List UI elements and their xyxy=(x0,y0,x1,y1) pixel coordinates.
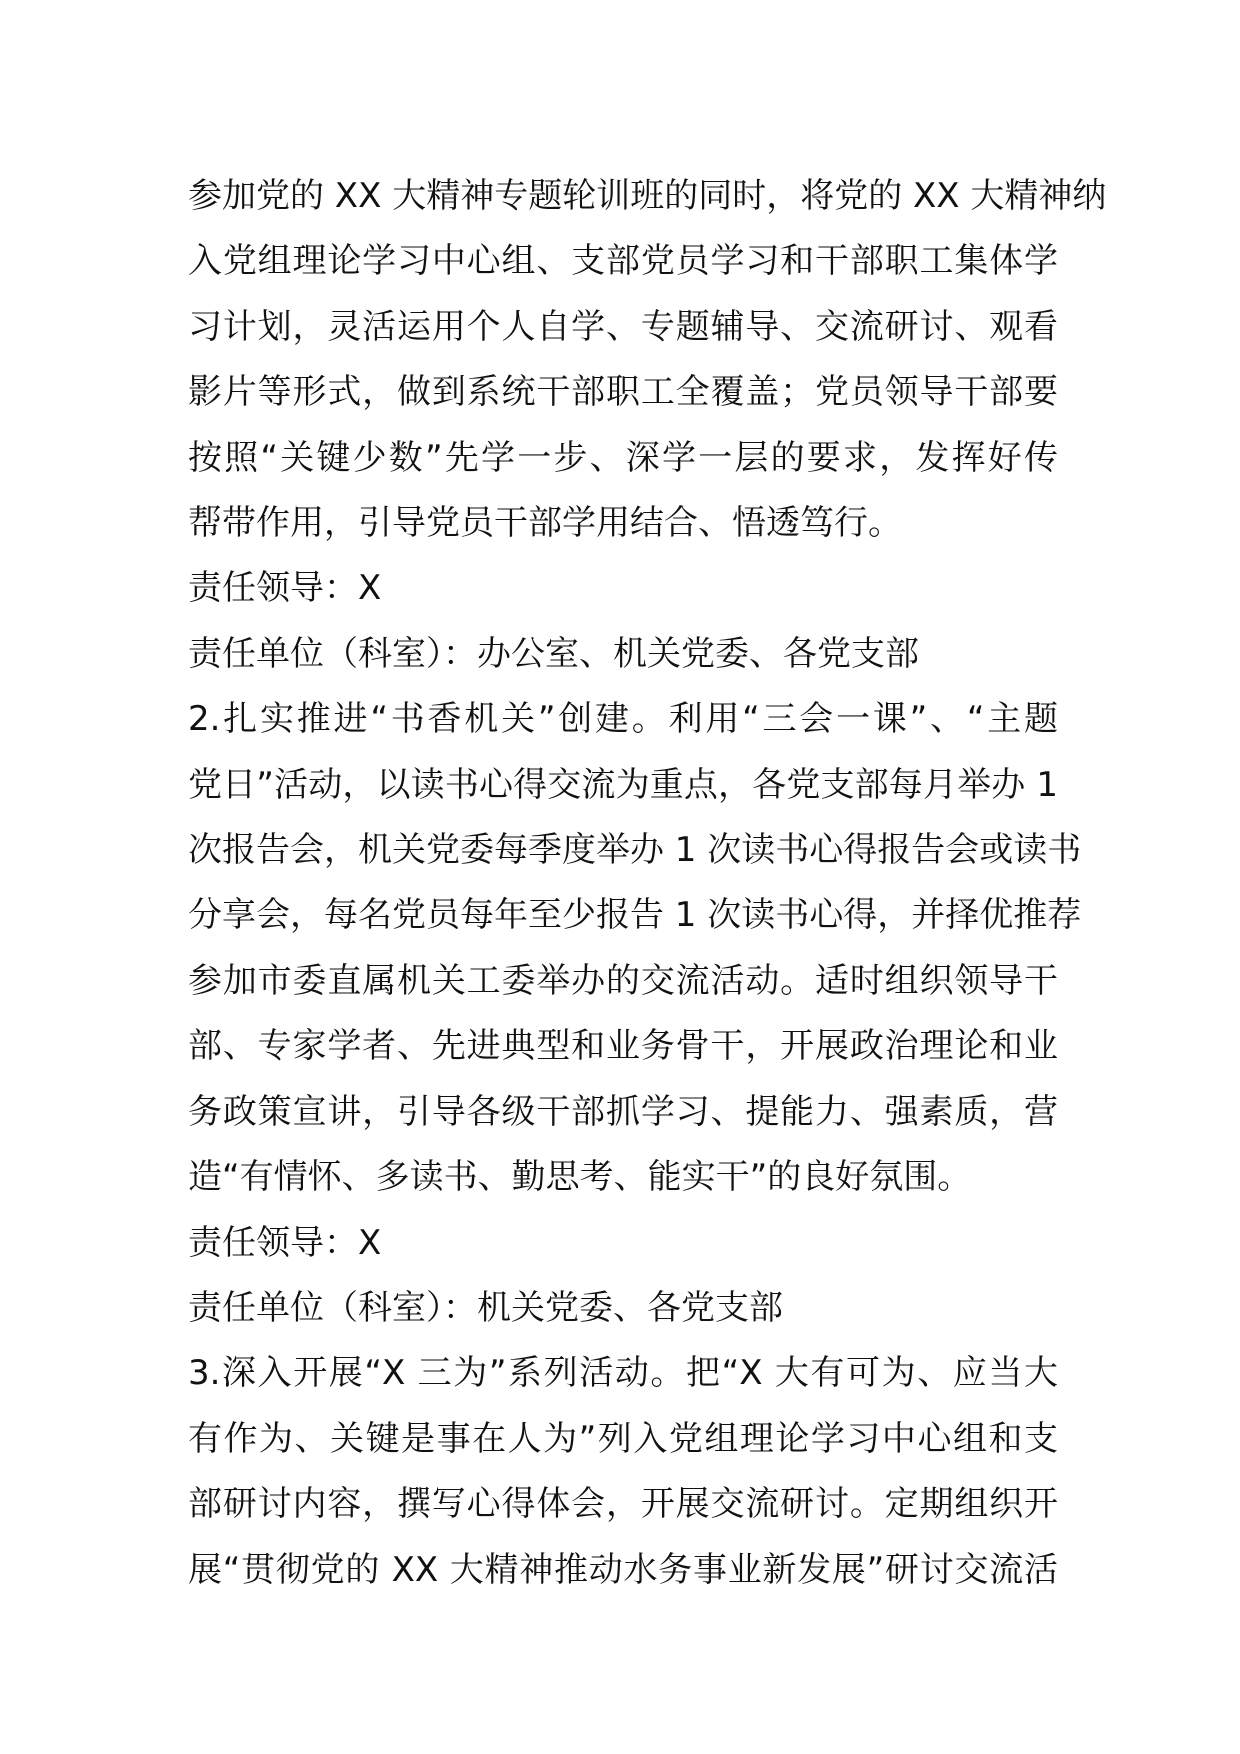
text-line: 有作为、关键是事在人为”列入党组理论学习中心组和支 xyxy=(188,1418,1058,1459)
text-line: 责任单位（科室）：办公室、机关党委、各党支部 xyxy=(188,633,919,674)
text-line: 按照“关键少数”先学一步、深学一层的要求，发挥好传 xyxy=(188,437,1058,478)
paragraph-p6 xyxy=(188,1276,1058,1341)
document-body xyxy=(188,164,1107,1603)
text-line: 部研讨内容，撰写心得体会，开展交流研讨。定期组织开 xyxy=(188,1484,1058,1525)
text-line: 责任单位（科室）：机关党委、各党支部 xyxy=(188,1287,783,1328)
paragraph-p5 xyxy=(188,1211,1058,1276)
text-line: 3.深入开展“X 三为”系列活动。把“X 大有可为、应当大 xyxy=(188,1353,1058,1394)
text-line: 习计划，灵活运用个人自学、专题辅导、交流研讨、观看 xyxy=(188,306,1058,347)
text-line: 务政策宣讲，引导各级干部抓学习、提能力、强素质，营 xyxy=(188,1091,1058,1132)
text-line: 责任领导：X xyxy=(188,1222,382,1263)
text-line: 部、专家学者、先进典型和业务骨干，开展政治理论和业 xyxy=(188,1026,1058,1067)
paragraph-p3 xyxy=(188,622,1058,687)
text-line: 参加市委直属机关工委举办的交流活动。适时组织领导干 xyxy=(188,960,1058,1001)
paragraph-p4 xyxy=(188,687,1082,1210)
text-line: 帮带作用，引导党员干部学用结合、悟透笃行。 xyxy=(188,503,902,544)
text-line: 责任领导：X xyxy=(188,568,382,609)
text-line: 党日”活动，以读书心得交流为重点，各党支部每月举办 1 xyxy=(188,764,1058,805)
text-line: 入党组理论学习中心组、支部党员学习和干部职工集体学 xyxy=(188,241,1058,282)
text-line: 造“有情怀、多读书、勤思考、能实干”的良好氛围。 xyxy=(188,1157,972,1198)
text-line: 分享会，每名党员每年至少报告 1 次读书心得，并择优推荐 xyxy=(188,895,1082,936)
paragraph-p1 xyxy=(188,164,1107,556)
text-line: 展“贯彻党的 XX 大精神推动水务事业新发展”研讨交流活 xyxy=(188,1549,1058,1590)
paragraph-p2 xyxy=(188,556,1058,621)
paragraph-p7 xyxy=(188,1341,1058,1603)
text-line: 2.扎实推进“书香机关”创建。利用“三会一课”、“主题 xyxy=(188,699,1058,740)
text-line: 次报告会，机关党委每季度举办 1 次读书心得报告会或读书 xyxy=(188,830,1082,871)
text-line: 影片等形式，做到系统干部职工全覆盖；党员领导干部要 xyxy=(188,372,1058,413)
text-line: 参加党的 XX 大精神专题轮训班的同时，将党的 XX 大精神纳 xyxy=(188,176,1107,216)
